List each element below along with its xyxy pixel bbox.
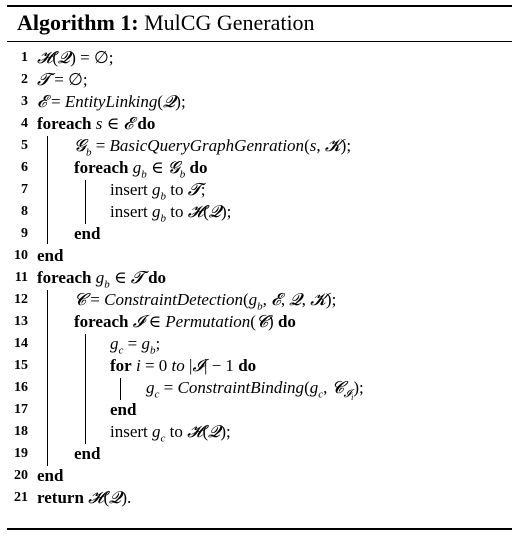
line-number: 4 [21,116,28,131]
code-line: insert $g_b$ to 𝓗(𝓠); [110,202,232,225]
line-number: 19 [14,446,28,461]
code-line: end [37,466,64,485]
code-line: foreach s ∈ 𝓔 do [37,114,156,134]
line-number: 8 [21,204,28,219]
block-bar-for [120,378,121,400]
code-line: end [110,400,137,419]
code-line: 𝓣 = ∅; [37,70,88,90]
bottom-rule [7,528,512,530]
line-number: 13 [14,314,28,329]
code-line: 𝓖$_b$ = BasicQueryGraphGenration(s, 𝓚); [74,136,352,159]
code-line: end [74,444,101,463]
line-number: 21 [14,490,28,505]
mid-rule [7,41,512,42]
line-number: 16 [14,380,28,395]
line-number: 2 [21,72,28,87]
algorithm-label: Algorithm 1: [17,10,139,35]
block-bar-outer-foreach-2 [47,290,48,466]
line-number: 9 [21,226,28,241]
code-line: return 𝓗(𝓠). [37,488,132,508]
line-number: 3 [21,94,28,109]
block-bar-inner-foreach-2 [85,334,86,444]
line-number: 18 [14,424,28,439]
block-bar-outer-foreach-1 [47,136,48,244]
line-number: 5 [21,138,28,153]
code-line: foreach $g_b$ ∈ 𝓣 do [37,268,167,291]
line-number: 10 [14,248,28,263]
code-line: 𝓗(𝓠) = ∅; [37,48,114,68]
line-number: 15 [14,358,28,373]
code-line: for i = 0 to |𝓘| − 1 do [110,356,257,376]
line-number: 17 [14,402,28,417]
line-number: 12 [14,292,28,307]
line-number: 1 [21,50,28,65]
line-number: 14 [14,336,28,351]
algorithm-title [17,9,315,37]
code-line: foreach $g_b$ ∈ 𝓖$_b$ do [74,158,208,181]
code-line: insert $g_b$ to 𝓣; [110,180,206,203]
code-line: 𝓒 = $ConstraintDetection(g_b$, 𝓔, 𝓠, 𝓚); [74,290,337,313]
code-line: insert $g_c$ to 𝓗(𝓠); [110,422,231,445]
line-number: 11 [14,270,28,285]
top-rule [7,5,512,7]
code-line: end [74,224,101,243]
code-line: end [37,246,64,265]
algorithm-name: MulCG Generation [144,10,315,35]
line-number: 7 [21,182,28,197]
code-line: foreach 𝓘 ∈ Permutation(𝓒) do [74,312,296,332]
line-number: 6 [21,160,28,175]
code-line: $g_c$ = $ConstraintBinding(g_c$, 𝓒$_{𝓘_i}$); [146,378,364,403]
code-line: 𝓔 = EntityLinking(𝓠); [37,92,186,112]
code-line: $g_c = g_b$; [110,334,161,357]
block-bar-inner-foreach-1 [85,180,86,224]
line-number: 20 [14,468,28,483]
